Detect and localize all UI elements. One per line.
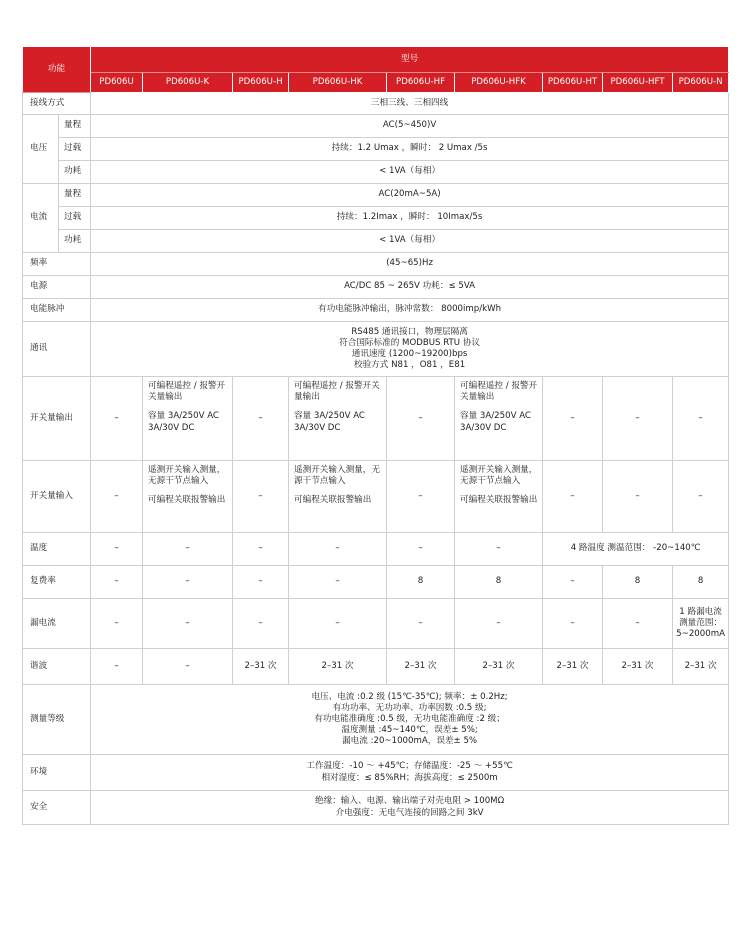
- cell-dash: –: [143, 533, 233, 566]
- cell-dash: –: [673, 377, 729, 461]
- row-label: 测量等级: [23, 685, 91, 755]
- row-value-multiline: [91, 791, 729, 825]
- sub-label: 功耗: [59, 230, 91, 253]
- leak-line: 5~2000mA: [676, 629, 725, 640]
- accuracy-line: 漏电流 :20~1000mA，误差± 5%: [342, 736, 478, 747]
- row-supply: [23, 276, 729, 299]
- header-model-2: PD606U-K: [143, 73, 233, 93]
- accuracy-line: 有功功率、无功功率、功率因数 :0.5 级;: [332, 702, 487, 713]
- do-line2: 容量 3A/250V AC 3A/30V DC: [294, 411, 365, 433]
- sub-label: 功耗: [59, 161, 91, 184]
- row-voltage-power: [23, 161, 729, 184]
- do-line1: 可编程遥控 / 报警开关量输出: [294, 381, 380, 403]
- row-label: 开关量输入: [23, 461, 91, 533]
- row-label: 漏电流: [23, 599, 91, 649]
- di-line2: 可编程关联报警输出: [460, 495, 538, 506]
- header-model: 型号: [91, 47, 729, 73]
- di-line1: 遥测开关输入测量，无源干节点输入: [148, 465, 226, 487]
- cell-dash: –: [289, 599, 387, 649]
- cell-tariff: 8: [603, 566, 673, 599]
- row-current-overload: [23, 207, 729, 230]
- row-accuracy: [23, 685, 729, 755]
- row-temperature: [23, 533, 729, 566]
- env-line: 相对湿度：≤ 85%RH；海拔高度：≤ 2500m: [321, 772, 498, 783]
- row-wiring: [23, 93, 729, 115]
- row-digital-input: [23, 461, 729, 533]
- spec-table: [22, 46, 729, 825]
- row-frequency: [23, 253, 729, 276]
- row-label-current: 电流: [23, 184, 59, 253]
- cell-dash: –: [455, 599, 543, 649]
- cell-dash: –: [91, 649, 143, 685]
- accuracy-line: 电压、电流 :0.2 级 (15℃-35℃); 频率：± 0.2Hz;: [311, 691, 508, 702]
- cell-dash: –: [289, 566, 387, 599]
- header-model-6: PD606U-HFK: [455, 73, 543, 93]
- cell-do: [143, 377, 233, 461]
- safety-line: 介电强度：无电气连接的回路之间 3kV: [335, 807, 484, 818]
- cell-tariff: 8: [455, 566, 543, 599]
- row-label: 安全: [23, 791, 91, 825]
- row-comm: [23, 322, 729, 377]
- row-label: 电源: [23, 276, 91, 299]
- row-label: 接线方式: [23, 93, 91, 115]
- header-model-7: PD606U-HT: [543, 73, 603, 93]
- comm-line: 校验方式 N81 ，O81 ，E81: [353, 360, 466, 371]
- row-leakage: [23, 599, 729, 649]
- spec-table-container: [22, 46, 728, 825]
- row-safety: [23, 791, 729, 825]
- comm-line: RS485 通讯接口，物理层隔离: [351, 326, 468, 337]
- cell-dash: –: [233, 377, 289, 461]
- di-line2: 可编程关联报警输出: [148, 495, 226, 506]
- row-value: AC/DC 85 ~ 265V 功耗：≤ 5VA: [91, 276, 729, 299]
- do-line1: 可编程遥控 / 报警开关量输出: [148, 381, 226, 403]
- row-value: 持续：1.2Imax ，瞬时： 10Imax/5s: [91, 207, 729, 230]
- sub-label: 量程: [59, 184, 91, 207]
- accuracy-line: 温度测量 :45~140℃，误差± 5%;: [341, 725, 478, 736]
- header-model-9: PD606U-N: [673, 73, 729, 93]
- header-model-5: PD606U-HF: [387, 73, 455, 93]
- cell-dash: –: [289, 533, 387, 566]
- row-digital-output: [23, 377, 729, 461]
- row-value: AC(20mA~5A): [91, 184, 729, 207]
- row-label: 环境: [23, 755, 91, 791]
- row-pulse: [23, 299, 729, 322]
- cell-dash: –: [143, 649, 233, 685]
- cell-di: [455, 461, 543, 533]
- do-line1: 可编程遥控 / 报警开关量输出: [460, 381, 538, 403]
- row-current-power: [23, 230, 729, 253]
- cell-dash: –: [603, 461, 673, 533]
- row-environment: [23, 755, 729, 791]
- cell-dash: –: [387, 533, 455, 566]
- row-value: 持续：1.2 Umax ，瞬时： 2 Umax /5s: [91, 138, 729, 161]
- row-value-multiline: [91, 322, 729, 377]
- cell-dash: –: [233, 533, 289, 566]
- header-model-1: PD606U: [91, 73, 143, 93]
- cell-tariff: 8: [673, 566, 729, 599]
- cell-harmonic: 2–31 次: [289, 649, 387, 685]
- cell-dash: –: [143, 566, 233, 599]
- di-line2: 可编程关联报警输出: [294, 495, 372, 506]
- cell-harmonic: 2–31 次: [233, 649, 289, 685]
- cell-do: [455, 377, 543, 461]
- cell-dash: –: [143, 599, 233, 649]
- cell-dash: –: [387, 461, 455, 533]
- cell-dash: –: [673, 461, 729, 533]
- row-current-range: [23, 184, 729, 207]
- row-label-voltage: 电压: [23, 115, 59, 184]
- row-value: < 1VA（每相）: [91, 161, 729, 184]
- cell-dash: –: [387, 599, 455, 649]
- cell-dash: –: [91, 461, 143, 533]
- cell-dash: –: [543, 566, 603, 599]
- cell-dash: –: [91, 533, 143, 566]
- row-label: 通讯: [23, 322, 91, 377]
- safety-line: 绝缘：输入、电源、输出端子对壳电阻 > 100MΩ: [315, 796, 505, 807]
- cell-dash: –: [543, 599, 603, 649]
- cell-temp: 4 路温度 测温范围： -20~140℃: [543, 533, 729, 566]
- row-value: (45~65)Hz: [91, 253, 729, 276]
- cell-dash: –: [543, 461, 603, 533]
- do-line2: 容量 3A/250V AC 3A/30V DC: [460, 411, 531, 433]
- cell-dash: –: [91, 566, 143, 599]
- row-label: 电能脉冲: [23, 299, 91, 322]
- leak-line: 1 路漏电流: [679, 606, 722, 617]
- di-line1: 遥测开关输入测量，无源干节点输入: [294, 465, 380, 487]
- cell-dash: –: [543, 377, 603, 461]
- header-model-4: PD606U-HK: [289, 73, 387, 93]
- cell-dash: –: [387, 377, 455, 461]
- row-value: < 1VA（每相）: [91, 230, 729, 253]
- cell-dash: –: [91, 377, 143, 461]
- row-voltage-overload: [23, 138, 729, 161]
- row-voltage-range: [23, 115, 729, 138]
- cell-dash: –: [603, 377, 673, 461]
- cell-harmonic: 2–31 次: [543, 649, 603, 685]
- env-line: 工作温度：-10 ～ +45℃；存储温度：-25 ～ +55℃: [306, 761, 513, 772]
- cell-di: [289, 461, 387, 533]
- cell-dash: –: [233, 461, 289, 533]
- cell-leak: [673, 599, 729, 649]
- cell-dash: –: [603, 599, 673, 649]
- header-model-8: PD606U-HFT: [603, 73, 673, 93]
- row-value: 有功电能脉冲输出，脉冲常数： 8000imp/kWh: [91, 299, 729, 322]
- row-label: 开关量输出: [23, 377, 91, 461]
- cell-harmonic: 2–31 次: [673, 649, 729, 685]
- cell-do: [289, 377, 387, 461]
- cell-harmonic: 2–31 次: [387, 649, 455, 685]
- cell-dash: –: [91, 599, 143, 649]
- sub-label: 过载: [59, 207, 91, 230]
- comm-line: 符合国际标准的 MODBUS RTU 协议: [339, 337, 481, 348]
- header-model-3: PD606U-H: [233, 73, 289, 93]
- row-label: 复费率: [23, 566, 91, 599]
- row-value-multiline: [91, 755, 729, 791]
- leak-line: 测量范围：: [679, 617, 723, 628]
- cell-dash: –: [233, 566, 289, 599]
- cell-harmonic: 2–31 次: [603, 649, 673, 685]
- accuracy-line: 有功电能准确度 :0.5 级，无功电能准确度 :2 级；: [314, 713, 505, 724]
- cell-harmonic: 2–31 次: [455, 649, 543, 685]
- cell-dash: –: [455, 533, 543, 566]
- do-line2: 容量 3A/250V AC 3A/30V DC: [148, 411, 219, 433]
- sub-label: 过载: [59, 138, 91, 161]
- sub-label: 量程: [59, 115, 91, 138]
- row-value: 三相三线、三相四线: [91, 93, 729, 115]
- row-label: 谐波: [23, 649, 91, 685]
- cell-di: [143, 461, 233, 533]
- row-value: AC(5~450)V: [91, 115, 729, 138]
- row-tariff: [23, 566, 729, 599]
- header-function: 功能: [23, 47, 91, 93]
- row-harmonic: [23, 649, 729, 685]
- row-label: 频率: [23, 253, 91, 276]
- cell-tariff: 8: [387, 566, 455, 599]
- row-value-multiline: [91, 685, 729, 755]
- cell-dash: –: [233, 599, 289, 649]
- row-label: 温度: [23, 533, 91, 566]
- comm-line: 通讯速度 (1200~19200)bps: [351, 349, 468, 359]
- di-line1: 遥测开关输入测量，无源干节点输入: [460, 465, 538, 487]
